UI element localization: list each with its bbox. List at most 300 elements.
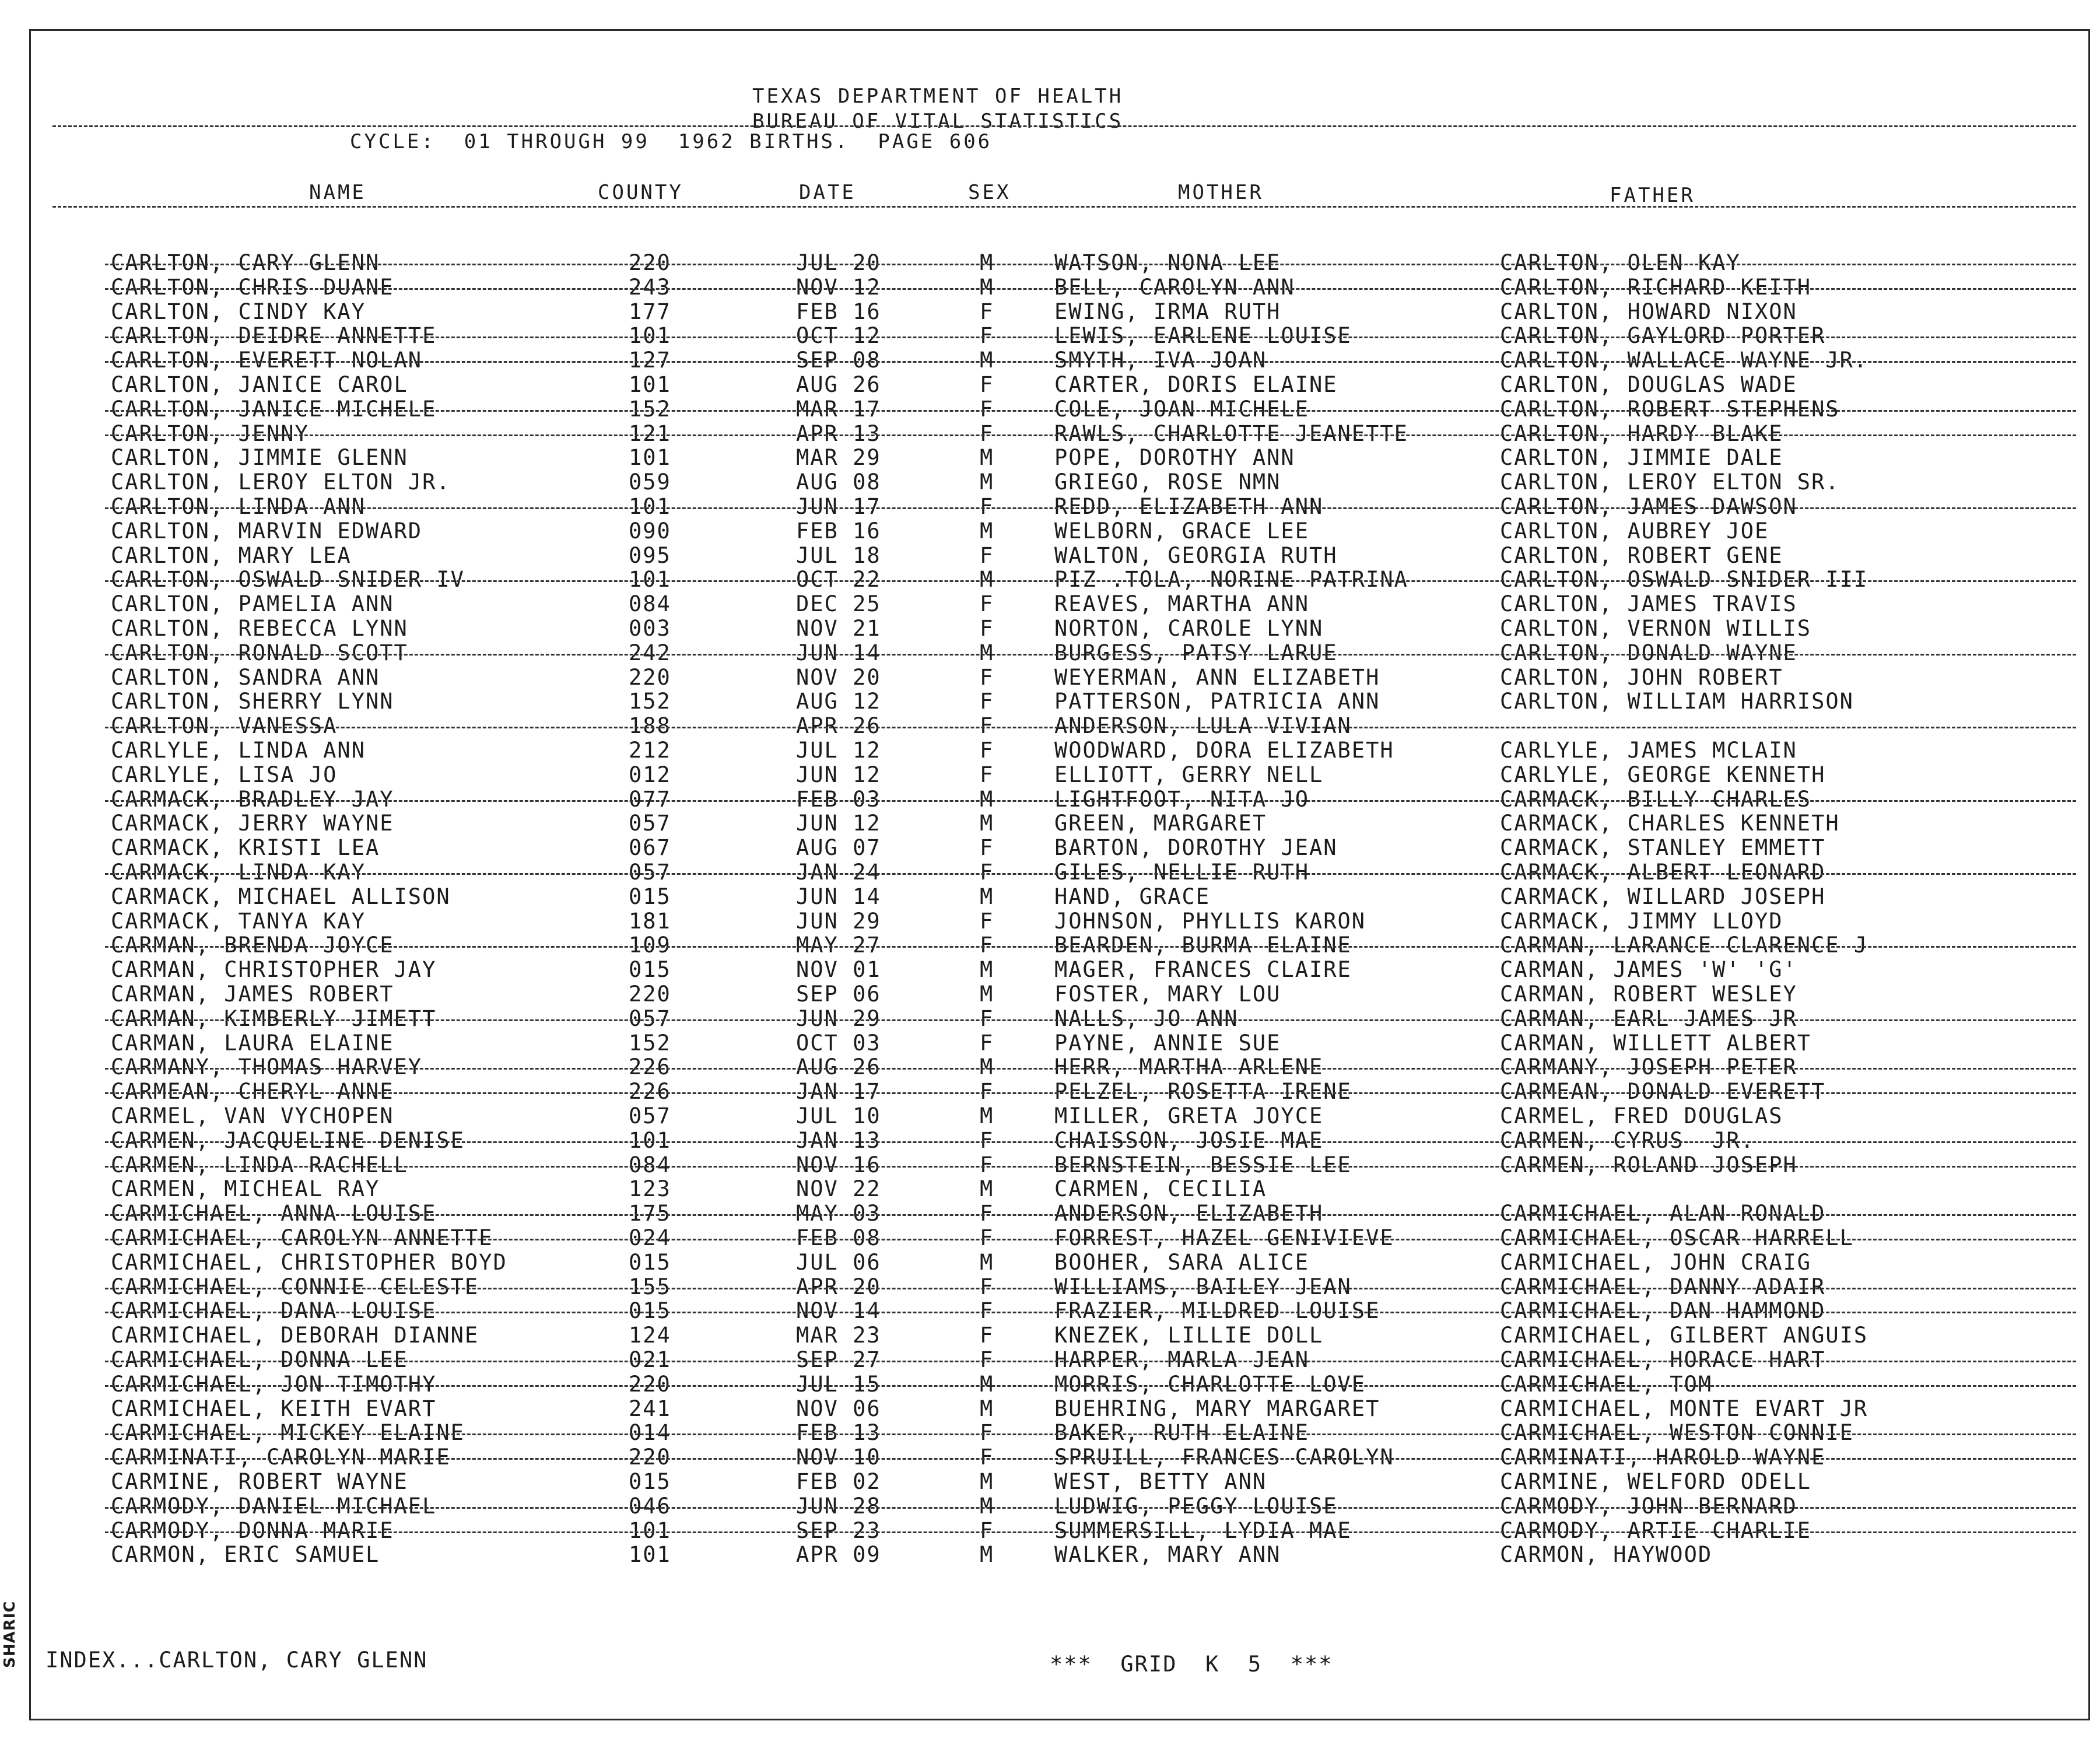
record-name: CARLTON, SHERRY LYNN bbox=[111, 689, 394, 714]
record-name: CARMEL, VAN VYCHOPEN bbox=[111, 1103, 394, 1128]
record-father: CARLTON, JOHN ROBERT bbox=[1500, 664, 1783, 690]
strike-rule bbox=[105, 946, 2076, 948]
strike-rule bbox=[105, 580, 2076, 582]
record-mother: LEWIS, EARLENE LOUISE bbox=[1054, 323, 1352, 349]
record-name: CARMICHAEL, CONNIE CELESTE bbox=[111, 1274, 479, 1299]
record-name: CARMACK, MICHAEL ALLISON bbox=[111, 884, 451, 909]
table-row bbox=[0, 836, 2100, 860]
record-name: CARMAN, CHRISTOPHER JAY bbox=[111, 957, 437, 983]
record-sex: M bbox=[980, 348, 994, 373]
strike-rule bbox=[105, 264, 2076, 265]
record-county: 021 bbox=[629, 1347, 671, 1372]
table-row bbox=[0, 1323, 2100, 1348]
record-father: CARLTON, LEROY ELTON SR. bbox=[1500, 469, 1840, 495]
record-date: SEP 23 bbox=[796, 1517, 881, 1543]
record-name: CARLTON, JENNY bbox=[111, 420, 309, 446]
record-date: FEB 02 bbox=[796, 1469, 881, 1494]
record-sex: M bbox=[980, 1371, 994, 1397]
record-county: 057 bbox=[629, 1103, 671, 1128]
record-date: NOV 21 bbox=[796, 616, 881, 641]
record-father: CARMEL, FRED DOUGLAS bbox=[1500, 1103, 1783, 1128]
record-name: CARMICHAEL, DANA LOUISE bbox=[111, 1298, 437, 1324]
department-title: TEXAS DEPARTMENT OF HEALTH bbox=[752, 85, 1124, 108]
record-sex: F bbox=[980, 762, 994, 787]
table-row bbox=[0, 1543, 2100, 1567]
record-sex: F bbox=[980, 1005, 994, 1031]
record-county: 226 bbox=[629, 1079, 671, 1105]
record-date: NOV 12 bbox=[796, 274, 881, 300]
strike-rule bbox=[105, 337, 2076, 338]
record-county: 242 bbox=[629, 640, 671, 665]
record-name: CARMAN, BRENDA JOYCE bbox=[111, 933, 394, 958]
record-father: CARMICHAEL, DAN HAMMOND bbox=[1500, 1298, 1826, 1324]
record-mother: BARTON, DOROTHY JEAN bbox=[1054, 835, 1338, 861]
record-father: CARLTON, OLEN KAY bbox=[1500, 250, 1741, 275]
record-mother: REDD, ELIZABETH ANN bbox=[1054, 494, 1324, 519]
record-father: CARLTON, ROBERT STEPHENS bbox=[1500, 396, 1840, 422]
record-name: CARMICHAEL, CHRISTOPHER BOYD bbox=[111, 1249, 507, 1275]
table-row bbox=[0, 860, 2100, 885]
record-sex: M bbox=[980, 445, 994, 471]
record-county: 220 bbox=[629, 1445, 671, 1470]
record-name: CARLTON, RONALD SCOTT bbox=[111, 640, 408, 665]
record-mother: WEST, BETTY ANN bbox=[1054, 1469, 1267, 1494]
record-sex: M bbox=[980, 1249, 994, 1275]
record-mother: CARMEN, CECILIA bbox=[1054, 1176, 1267, 1202]
table-row bbox=[0, 275, 2100, 300]
table-row bbox=[0, 373, 2100, 397]
table-row bbox=[0, 1470, 2100, 1494]
record-sex: F bbox=[980, 323, 994, 349]
record-county: 226 bbox=[629, 1054, 671, 1080]
record-sex: F bbox=[980, 542, 994, 568]
record-sex: M bbox=[980, 1396, 994, 1421]
record-date: JUN 29 bbox=[796, 1005, 881, 1031]
record-father: CARMINATI, HAROLD WAYNE bbox=[1500, 1445, 1826, 1470]
table-row bbox=[0, 1055, 2100, 1079]
record-father: CARMODY, JOHN BERNARD bbox=[1500, 1493, 1797, 1519]
record-county: 003 bbox=[629, 616, 671, 641]
record-sex: M bbox=[980, 884, 994, 909]
record-county: 243 bbox=[629, 274, 671, 300]
strike-rule bbox=[105, 1068, 2076, 1070]
strike-rule bbox=[105, 410, 2076, 412]
record-date: JUN 14 bbox=[796, 884, 881, 909]
record-sex: F bbox=[980, 664, 994, 690]
index-footer: INDEX...CARLTON, CARY GLENN bbox=[45, 1648, 428, 1673]
record-county: 109 bbox=[629, 933, 671, 958]
record-sex: F bbox=[980, 1347, 994, 1372]
record-date: JUL 15 bbox=[796, 1371, 881, 1397]
record-sex: F bbox=[980, 420, 994, 446]
table-row bbox=[0, 1494, 2100, 1519]
record-date: JUN 17 bbox=[796, 494, 881, 519]
record-mother: PELZEL, ROSETTA IRENE bbox=[1054, 1079, 1352, 1105]
record-sex: M bbox=[980, 957, 994, 983]
record-name: CARMICHAEL, ANNA LOUISE bbox=[111, 1201, 437, 1226]
record-date: JUL 10 bbox=[796, 1103, 881, 1128]
table-row bbox=[0, 1445, 2100, 1470]
record-sex: M bbox=[980, 1542, 994, 1568]
record-date: JUN 29 bbox=[796, 908, 881, 934]
record-mother: REAVES, MARTHA ANN bbox=[1054, 591, 1309, 617]
record-date: AUG 07 bbox=[796, 835, 881, 861]
record-father: CARMICHAEL, OSCAR HARRELL bbox=[1500, 1225, 1854, 1250]
column-header-mother: MOTHER bbox=[1178, 181, 1264, 204]
table-row bbox=[0, 1226, 2100, 1250]
strike-rule bbox=[105, 1092, 2076, 1094]
record-date: MAY 03 bbox=[796, 1201, 881, 1226]
record-sex: F bbox=[980, 1517, 994, 1543]
record-county: 101 bbox=[629, 445, 671, 471]
record-name: CARMICHAEL, CAROLYN ANNETTE bbox=[111, 1225, 493, 1250]
record-name: CARMICHAEL, DONNA LEE bbox=[111, 1347, 408, 1372]
record-father: CARMEAN, DONALD EVERETT bbox=[1500, 1079, 1826, 1105]
record-date: JUL 20 bbox=[796, 250, 881, 275]
record-father: CARMACK, ALBERT LEONARD bbox=[1500, 860, 1826, 885]
record-county: 101 bbox=[629, 323, 671, 349]
table-row bbox=[0, 446, 2100, 470]
table-row bbox=[0, 1348, 2100, 1372]
record-name: CARMEN, LINDA RACHELL bbox=[111, 1152, 408, 1177]
record-county: 175 bbox=[629, 1201, 671, 1226]
record-mother: HAND, GRACE bbox=[1054, 884, 1211, 909]
record-county: 015 bbox=[629, 1298, 671, 1324]
record-name: CARLTON, CARY GLENN bbox=[111, 250, 380, 275]
record-date: NOV 16 bbox=[796, 1152, 881, 1177]
strike-rule bbox=[105, 361, 2076, 363]
strike-rule bbox=[105, 654, 2076, 656]
record-father: CARMICHAEL, MONTE EVART JR bbox=[1500, 1396, 1868, 1421]
record-sex: F bbox=[980, 860, 994, 885]
strike-rule bbox=[105, 1312, 2076, 1313]
record-sex: F bbox=[980, 1420, 994, 1446]
record-sex: F bbox=[980, 299, 994, 324]
record-name: CARLTON, LEROY ELTON JR. bbox=[111, 469, 451, 495]
record-father: CARMICHAEL, GILBERT ANGUIS bbox=[1500, 1323, 1868, 1348]
record-date: MAR 29 bbox=[796, 445, 881, 471]
record-date: NOV 22 bbox=[796, 1176, 881, 1202]
record-father: CARLYLE, JAMES MCLAIN bbox=[1500, 738, 1797, 763]
record-sex: F bbox=[980, 494, 994, 519]
record-father: CARMICHAEL, ALAN RONALD bbox=[1500, 1201, 1826, 1226]
table-row bbox=[0, 1421, 2100, 1445]
table-row bbox=[0, 1201, 2100, 1226]
record-sex: M bbox=[980, 274, 994, 300]
record-county: 101 bbox=[629, 1127, 671, 1153]
record-sex: F bbox=[980, 396, 994, 422]
record-name: CARLTON, VANESSA bbox=[111, 713, 338, 739]
record-date: DEC 25 bbox=[796, 591, 881, 617]
record-sex: M bbox=[980, 518, 994, 544]
record-father: CARLTON, DONALD WAYNE bbox=[1500, 640, 1797, 665]
record-date: FEB 08 bbox=[796, 1225, 881, 1250]
record-date: MAY 27 bbox=[796, 933, 881, 958]
record-sex: F bbox=[980, 1298, 994, 1324]
record-father: CARMICHAEL, JOHN CRAIG bbox=[1500, 1249, 1812, 1275]
table-row bbox=[0, 324, 2100, 348]
record-sex: F bbox=[980, 1323, 994, 1348]
record-name: CARMEAN, CHERYL ANNE bbox=[111, 1079, 394, 1105]
record-county: 101 bbox=[629, 1517, 671, 1543]
record-sex: F bbox=[980, 616, 994, 641]
table-row bbox=[0, 397, 2100, 422]
side-label: SHARIC bbox=[1, 1600, 19, 1668]
record-name: CARMEN, MICHEAL RAY bbox=[111, 1176, 380, 1202]
record-name: CARMEN, JACQUELINE DENISE bbox=[111, 1127, 465, 1153]
record-county: 046 bbox=[629, 1493, 671, 1519]
record-date: NOV 20 bbox=[796, 664, 881, 690]
table-row bbox=[0, 714, 2100, 738]
record-father: CARMODY, ARTIE CHARLIE bbox=[1500, 1517, 1812, 1543]
strike-rule bbox=[105, 1433, 2076, 1435]
record-name: CARLTON, CHRIS DUANE bbox=[111, 274, 394, 300]
record-sex: M bbox=[980, 786, 994, 812]
record-sex: M bbox=[980, 982, 994, 1007]
record-county: 101 bbox=[629, 1542, 671, 1568]
record-county: 152 bbox=[629, 689, 671, 714]
record-mother: BEARDEN, BURMA ELAINE bbox=[1054, 933, 1352, 958]
record-mother: SMYTH, IVA JOAN bbox=[1054, 348, 1267, 373]
table-row bbox=[0, 1153, 2100, 1177]
record-date: OCT 03 bbox=[796, 1030, 881, 1056]
record-county: 084 bbox=[629, 1152, 671, 1177]
record-father: CARLTON, WALLACE WAYNE JR. bbox=[1500, 348, 1868, 373]
record-date: AUG 26 bbox=[796, 372, 881, 397]
record-name: CARLTON, LINDA ANN bbox=[111, 494, 366, 519]
record-date: FEB 03 bbox=[796, 786, 881, 812]
record-sex: F bbox=[980, 1079, 994, 1105]
table-row bbox=[0, 885, 2100, 909]
record-county: 127 bbox=[629, 348, 671, 373]
record-father: CARMAN, JAMES 'W' 'G' bbox=[1500, 957, 1797, 983]
record-mother: JOHNSON, PHYLLIS KARON bbox=[1054, 908, 1366, 934]
table-row bbox=[0, 933, 2100, 958]
record-mother: NALLS, JO ANN bbox=[1054, 1005, 1239, 1031]
table-row bbox=[0, 1007, 2100, 1031]
column-header-sex: SEX bbox=[968, 181, 1011, 204]
strike-rule bbox=[105, 1531, 2076, 1533]
record-mother: LUDWIG, PEGGY LOUISE bbox=[1054, 1493, 1338, 1519]
record-sex: F bbox=[980, 1127, 994, 1153]
record-father: CARLTON, WILLIAM HARRISON bbox=[1500, 689, 1854, 714]
record-name: CARMACK, JERRY WAYNE bbox=[111, 811, 394, 836]
record-name: CARMACK, BRADLEY JAY bbox=[111, 786, 394, 812]
table-row bbox=[0, 1031, 2100, 1056]
table-row bbox=[0, 665, 2100, 690]
record-county: 155 bbox=[629, 1274, 671, 1299]
record-mother: MORRIS, CHARLOTTE LOVE bbox=[1054, 1371, 1366, 1397]
record-name: CARMACK, KRISTI LEA bbox=[111, 835, 380, 861]
record-name: CARLTON, SANDRA ANN bbox=[111, 664, 380, 690]
column-header-name: NAME bbox=[309, 181, 366, 204]
record-date: OCT 22 bbox=[796, 567, 881, 593]
record-county: 212 bbox=[629, 738, 671, 763]
record-sex: F bbox=[980, 372, 994, 397]
record-sex: M bbox=[980, 1469, 994, 1494]
record-name: CARLTON, EVERETT NOLAN bbox=[111, 348, 423, 373]
record-date: JUN 28 bbox=[796, 1493, 881, 1519]
record-date: APR 13 bbox=[796, 420, 881, 446]
record-mother: CHAISSON, JOSIE MAE bbox=[1054, 1127, 1324, 1153]
record-mother: BELL, CAROLYN ANN bbox=[1054, 274, 1295, 300]
record-county: 015 bbox=[629, 884, 671, 909]
record-date: SEP 06 bbox=[796, 982, 881, 1007]
record-sex: F bbox=[980, 1274, 994, 1299]
record-mother: SUMMERSILL, LYDIA MAE bbox=[1054, 1517, 1352, 1543]
table-row bbox=[0, 616, 2100, 641]
strike-rule bbox=[105, 1166, 2076, 1168]
record-mother: WATSON, NONA LEE bbox=[1054, 250, 1281, 275]
record-sex: M bbox=[980, 567, 994, 593]
record-name: CARMODY, DONNA MARIE bbox=[111, 1517, 394, 1543]
record-sex: F bbox=[980, 1152, 994, 1177]
record-mother: LIGHTFOOT, NITA JO bbox=[1054, 786, 1309, 812]
record-date: JAN 17 bbox=[796, 1079, 881, 1105]
record-sex: F bbox=[980, 933, 994, 958]
table-row bbox=[0, 422, 2100, 446]
record-sex: F bbox=[980, 1445, 994, 1470]
record-mother: WEYERMAN, ANN ELIZABETH bbox=[1054, 664, 1380, 690]
record-county: 152 bbox=[629, 396, 671, 422]
record-father: CARMACK, STANLEY EMMETT bbox=[1500, 835, 1826, 861]
record-mother: FOSTER, MARY LOU bbox=[1054, 982, 1281, 1007]
record-name: CARLTON, OSWALD SNIDER IV bbox=[111, 567, 465, 593]
record-father: CARMANY, JOSEPH PETER bbox=[1500, 1054, 1797, 1080]
record-county: 152 bbox=[629, 1030, 671, 1056]
record-county: 057 bbox=[629, 1005, 671, 1031]
record-county: 220 bbox=[629, 664, 671, 690]
record-mother: BAKER, RUTH ELAINE bbox=[1054, 1420, 1309, 1446]
record-county: 101 bbox=[629, 567, 671, 593]
strike-rule bbox=[105, 1385, 2076, 1387]
record-mother: COLE, JOAN MICHELE bbox=[1054, 396, 1309, 422]
table-row bbox=[0, 641, 2100, 665]
record-name: CARMICHAEL, DEBORAH DIANNE bbox=[111, 1323, 479, 1348]
record-date: FEB 16 bbox=[796, 299, 881, 324]
table-row bbox=[0, 787, 2100, 812]
record-date: JAN 24 bbox=[796, 860, 881, 885]
record-county: 241 bbox=[629, 1396, 671, 1421]
record-sex: M bbox=[980, 640, 994, 665]
record-mother: GREEN, MARGARET bbox=[1054, 811, 1267, 836]
record-county: 057 bbox=[629, 860, 671, 885]
record-father: CARLTON, RICHARD KEITH bbox=[1500, 274, 1812, 300]
record-name: CARMANY, THOMAS HARVEY bbox=[111, 1054, 423, 1080]
strike-rule bbox=[105, 288, 2076, 290]
grid-footer: *** GRID K 5 *** bbox=[1050, 1652, 1333, 1677]
record-sex: M bbox=[980, 469, 994, 495]
record-date: JUN 12 bbox=[796, 762, 881, 787]
table-row bbox=[0, 1372, 2100, 1397]
record-name: CARLTON, PAMELIA ANN bbox=[111, 591, 394, 617]
record-name: CARMAN, JAMES ROBERT bbox=[111, 982, 394, 1007]
record-father: CARMEN, CYRUS JR. bbox=[1500, 1127, 1755, 1153]
record-father: CARLTON, JAMES TRAVIS bbox=[1500, 591, 1797, 617]
record-mother: RAWLS, CHARLOTTE JEANETTE bbox=[1054, 420, 1408, 446]
record-date: NOV 01 bbox=[796, 957, 881, 983]
table-row bbox=[0, 1128, 2100, 1153]
record-county: 181 bbox=[629, 908, 671, 934]
record-name: CARLYLE, LISA JO bbox=[111, 762, 338, 787]
record-county: 121 bbox=[629, 420, 671, 446]
table-row bbox=[0, 909, 2100, 934]
header-rule bbox=[52, 125, 2076, 127]
record-date: AUG 12 bbox=[796, 689, 881, 714]
record-father: CARLTON, HOWARD NIXON bbox=[1500, 299, 1797, 324]
record-date: FEB 16 bbox=[796, 518, 881, 544]
record-date: SEP 08 bbox=[796, 348, 881, 373]
record-father: CARMACK, BILLY CHARLES bbox=[1500, 786, 1812, 812]
record-father: CARLTON, JIMMIE DALE bbox=[1500, 445, 1783, 471]
table-row bbox=[0, 1519, 2100, 1543]
record-county: 177 bbox=[629, 299, 671, 324]
record-mother: FORREST, HAZEL GENIVIEVE bbox=[1054, 1225, 1394, 1250]
record-county: 124 bbox=[629, 1323, 671, 1348]
record-father: CARMACK, CHARLES KENNETH bbox=[1500, 811, 1840, 836]
record-mother: POPE, DOROTHY ANN bbox=[1054, 445, 1295, 471]
column-header-date: DATE bbox=[799, 181, 856, 204]
strike-rule bbox=[105, 800, 2076, 802]
table-row bbox=[0, 1177, 2100, 1201]
record-date: JUL 06 bbox=[796, 1249, 881, 1275]
column-header-rule bbox=[52, 206, 2076, 208]
table-row bbox=[0, 1299, 2100, 1323]
record-name: CARLTON, MARY LEA bbox=[111, 542, 352, 568]
table-row bbox=[0, 567, 2100, 592]
record-county: 015 bbox=[629, 957, 671, 983]
table-row bbox=[0, 251, 2100, 275]
record-mother: NORTON, CAROLE LYNN bbox=[1054, 616, 1324, 641]
strike-rule bbox=[105, 434, 2076, 436]
record-county: 188 bbox=[629, 713, 671, 739]
record-father: CARMAN, WILLETT ALBERT bbox=[1500, 1030, 1812, 1056]
record-sex: M bbox=[980, 1493, 994, 1519]
record-father: CARMAN, EARL JAMES JR bbox=[1500, 1005, 1797, 1031]
bureau-title: BUREAU OF VITAL STATISTICS bbox=[752, 110, 1124, 133]
strike-rule bbox=[105, 1141, 2076, 1143]
record-sex: F bbox=[980, 689, 994, 714]
record-mother: WOODWARD, DORA ELIZABETH bbox=[1054, 738, 1394, 763]
record-county: 220 bbox=[629, 982, 671, 1007]
record-sex: F bbox=[980, 908, 994, 934]
record-county: 220 bbox=[629, 250, 671, 275]
record-name: CARMICHAEL, JON TIMOTHY bbox=[111, 1371, 437, 1397]
record-county: 101 bbox=[629, 494, 671, 519]
table-row bbox=[0, 811, 2100, 836]
record-mother: WILLIAMS, BAILEY JEAN bbox=[1054, 1274, 1352, 1299]
record-date: AUG 08 bbox=[796, 469, 881, 495]
strike-rule bbox=[105, 1019, 2076, 1021]
record-mother: GRIEGO, ROSE NMN bbox=[1054, 469, 1281, 495]
strike-rule bbox=[105, 727, 2076, 728]
cycle-line: CYCLE: 01 THROUGH 99 1962 BIRTHS. PAGE 606 bbox=[350, 130, 993, 153]
record-mother: WALTON, GEORGIA RUTH bbox=[1054, 542, 1338, 568]
record-county: 012 bbox=[629, 762, 671, 787]
record-mother: EWING, IRMA RUTH bbox=[1054, 299, 1281, 324]
record-date: SEP 27 bbox=[796, 1347, 881, 1372]
record-sex: F bbox=[980, 591, 994, 617]
record-sex: F bbox=[980, 1225, 994, 1250]
record-name: CARLTON, CINDY KAY bbox=[111, 299, 366, 324]
record-name: CARMICHAEL, KEITH EVART bbox=[111, 1396, 437, 1421]
table-row bbox=[0, 689, 2100, 714]
record-county: 024 bbox=[629, 1225, 671, 1250]
record-name: CARLTON, REBECCA LYNN bbox=[111, 616, 408, 641]
record-name: CARMINATI, CAROLYN MARIE bbox=[111, 1445, 451, 1470]
record-date: MAR 23 bbox=[796, 1323, 881, 1348]
record-sex: M bbox=[980, 250, 994, 275]
